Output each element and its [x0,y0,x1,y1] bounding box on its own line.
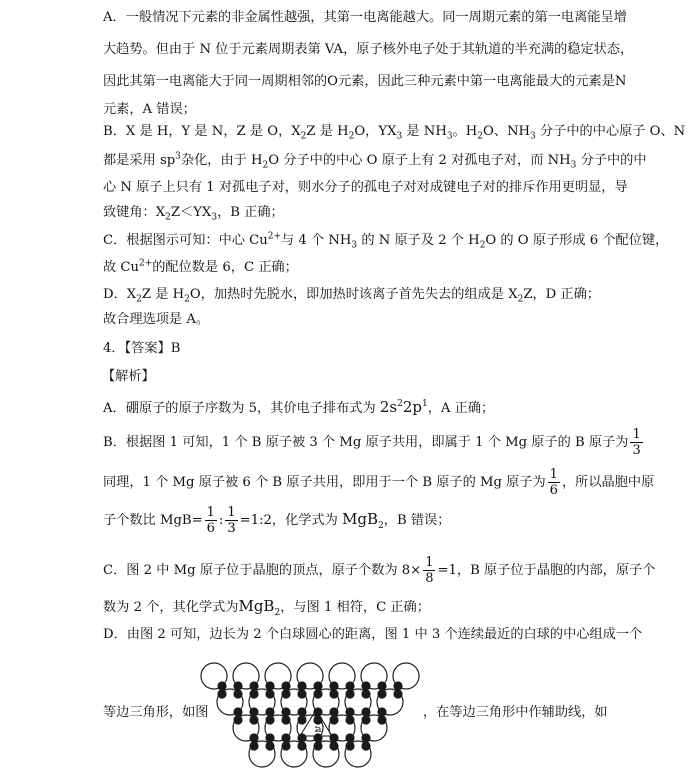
black-atom [345,715,354,724]
black-atom [265,707,274,716]
black-atom [329,689,338,698]
black-atom [233,715,242,724]
black-atom [233,689,242,698]
white-atoms [201,663,419,767]
fraction-one-third: $\frac{1}{3}$ [632,427,641,458]
q4-opt-c-line-1: C．图 2 中 Mg 原子位于晶胞的顶点，原子个数为 8× $\frac{1}{8}$ =1，B 原子位于晶胞的内部，原子个 [103,555,656,586]
black-atom [233,707,242,716]
crystal-structure-figure [200,662,422,772]
q4-opt-b-line-3: 子个数比 MgB= $\frac{1}{6}$ : $\frac{1}{3}$ =1:2，化学式为 MgB$_2$，B 错误； [103,505,451,536]
black-atom [249,741,258,750]
opt-c-line-1: C．根据图示可知：中心 $Cu^{2+}$与 4 个 $NH_3$ 的 N 原子及 2 个 $H_2O$ 的 O 原子形成 6 个配位键， [103,231,669,251]
black-atom [361,707,370,716]
black-atom [265,715,274,724]
black-atom [281,681,290,690]
opt-b-line-1: B．X 是 H，Y 是 N，Z 是 O，$X_2Z$ 是 $H_2O$，$YX_3$ 是 $NH_3$。$H_2O$、$NH_3$ 分子中的中心原子 O、N [103,124,686,142]
fraction-one-eighth: $\frac{1}{8}$ [425,555,434,586]
black-atom [281,707,290,716]
black-atom [249,715,258,724]
black-atom [233,681,242,690]
black-atom [297,707,306,716]
black-atom [345,689,354,698]
opt-a-line-3: 因此其第一电离能大于同一周期相邻的O元素，因此三种元素中第一电离能最大的元素是N [103,74,627,89]
q4-opt-c-line-2: 数为 2 个，其化学式为MgB$_2$，与图 1 相符，C 正确； [103,597,430,618]
fraction-one-sixth-b: $\frac{1}{6}$ [206,505,215,536]
q4-opt-b-line-2: 同理，1 个 Mg 原子被 6 个 B 原子共用，即用于一个 B 原子的 Mg 原子为 $\frac{1}{6}$ ，所以晶胞中原 [103,467,655,498]
opt-a-line-4: 元素，A 错误； [103,102,196,117]
black-atom [297,689,306,698]
black-atom [393,681,402,690]
black-atom [313,741,322,750]
q4-opt-d-line-1: D．由图 2 可知，边长为 2 个白球圆心的距离，图 1 中 3 个连续最近的白球的中心组成一个 [103,627,643,642]
figure-label-a: a [316,725,322,735]
conclusion: 故合理选项是 A。 [103,312,210,327]
black-atom [281,689,290,698]
black-atom [329,741,338,750]
black-atom [281,733,290,742]
black-atom [377,715,386,724]
black-atom [281,741,290,750]
q4-opt-a: A．硼原子的原子序数为 5，其价电子排布式为 $2s^22p^1$，A 正确； [103,398,495,416]
black-atom [329,707,338,716]
black-atom [249,681,258,690]
black-atom [281,715,290,724]
black-atom [265,689,274,698]
black-atom [249,707,258,716]
black-atom [265,741,274,750]
black-atom [297,733,306,742]
opt-a-line-1: A．一般情况下元素的非金属性越强，其第一电离能越大。同一周期元素的第一电离能呈增 [103,10,627,25]
black-atom [345,733,354,742]
black-atom [313,681,322,690]
black-atom [297,681,306,690]
q4-analysis-heading: 【解析】 [102,369,155,384]
black-atom [249,733,258,742]
black-atom [377,689,386,698]
black-atom [313,715,322,724]
opt-b-line-3: 心 N 原子上只有 1 对孤电子对，则水分子的孤电子对对成键电子对的排斥作用更明显，导 [103,180,628,195]
opt-b-line-2: 都是采用 $sp^3$杂化，由于 $H_2O$ 分子中的中心 O 原子上有 2 对孤电子对，而 $NH_3$ 分子中的中 [103,151,647,171]
formula-mgb2-c: MgB$_2$ [238,597,281,618]
black-atom [217,681,226,690]
q4-opt-d-line-2b: ，在等边三角形中作辅助线，如 [423,705,608,720]
black-atom [377,681,386,690]
opt-d-line-1: D．$X_2Z$ 是 $H_2O$，加热时先脱水，即加热时该离子首先失去的组成是 $X_2Z$，D 正确； [103,287,600,305]
q4-opt-b-line-1: B．根据图 1 可知，1 个 B 原子被 3 个 Mg 原子共用，即属于 1 个 Mg 原子的 B 原子为 $\frac{1}{3}$ [103,427,641,458]
black-atom [361,715,370,724]
black-atom [329,715,338,724]
black-atom [393,689,402,698]
formula-mgb2: MgB$_2$ [342,510,384,531]
black-atom [329,681,338,690]
opt-a-line-2: 大趋势。但由于 N 位于元素周期表第 VA，原子核外电子处于其轨道的半充满的稳定状态， [103,42,634,57]
q4-opt-d-line-2a: 等边三角形，如图 [103,705,209,720]
black-atom [345,681,354,690]
black-atom [297,715,306,724]
opt-b-line-4: 致键角：$X_2Z<YX_3$，B 正确； [103,205,284,223]
black-atom [361,733,370,742]
opt-c-line-2: 故 $Cu^{2+}$的配位数是 6，C 正确； [103,258,298,275]
black-atom [361,681,370,690]
black-atom [297,741,306,750]
black-atom [345,741,354,750]
black-atom [313,689,322,698]
black-atom [265,733,274,742]
black-atom [361,689,370,698]
black-atom [361,741,370,750]
black-atom [345,707,354,716]
fraction-one-third-b: $\frac{1}{3}$ [227,505,236,536]
q4-answer: 4．【答案】B [103,341,181,356]
black-atom [217,689,226,698]
fraction-one-sixth: $\frac{1}{6}$ [549,467,558,498]
black-atom [249,689,258,698]
black-atom [265,681,274,690]
black-atom [377,707,386,716]
